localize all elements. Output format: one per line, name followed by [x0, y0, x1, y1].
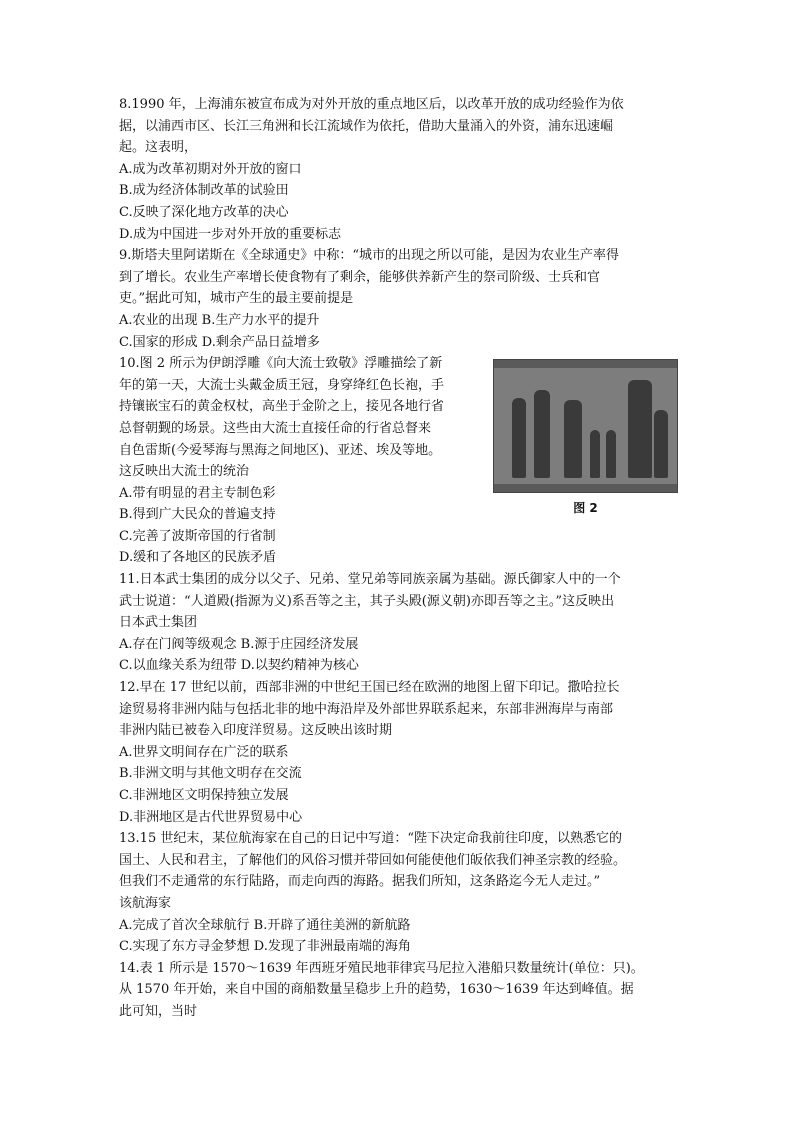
question-text: 到了增长。农业生产率增长使食物有了剩余，能够供养新产生的祭司阶级、士兵和官: [119, 269, 601, 285]
option-b: B.得到广大民众的普遍支持: [119, 507, 276, 523]
question-text: 9.斯塔夫里阿诺斯在《全球通史》中称：“城市的出现之所以可能，是因为农业生产率得: [119, 248, 620, 264]
option-c: C.反映了深化地方改革的决心: [119, 204, 289, 220]
question-text: 14.表 1 所示是 1570～1639 年西班牙殖民地菲律宾马尼拉入港船只数量统计(单位：只)。: [119, 960, 644, 976]
option-a: A.世界文明间存在广泛的联系: [119, 744, 289, 760]
question-text: 这反映出大流士的统治: [119, 464, 250, 480]
option-d: D.缓和了各地区的民族矛盾: [119, 550, 277, 566]
option-ab: A.完成了首次全球航行 B.开辟了通往美洲的新航路: [119, 917, 411, 933]
question-14: [119, 958, 679, 1023]
question-text: 吏。”据此可知，城市产生的最主要前提是: [119, 291, 354, 307]
question-text: 但我们不走通常的东行陆路，而走向西的海路。据我们所知，这条路迄今无人走过。”: [119, 874, 601, 890]
question-9: [119, 245, 679, 353]
question-text: 此可知，当时: [119, 1003, 198, 1019]
relief-image: [493, 359, 678, 493]
option-d: D.成为中国进一步对外开放的重要标志: [119, 226, 342, 242]
question-text: 持镶嵌宝石的黄金权杖，高坐于金阶之上，接见各地行省: [119, 399, 445, 415]
option-ab: A.存在门阀等级观念 B.源于庄园经济发展: [119, 636, 359, 652]
question-text: 11.日本武士集团的成分以父子、兄弟、堂兄弟等同族亲属为基础。源氏御家人中的一个: [119, 572, 621, 588]
question-text: 途贸易将非洲内陆与包括北非的地中海沿岸及外部世界联系起来，东部非洲海岸与南部: [119, 701, 614, 717]
question-12: [119, 677, 679, 828]
question-text: 起。这表明，: [119, 140, 198, 156]
question-text: 从 1570 年开始，来自中国的商船数量呈稳步上升的趋势，1630～1639 年达到峰值。据: [119, 982, 634, 998]
option-d: D.非洲地区是古代世界贸易中心: [119, 809, 303, 825]
question-8: [119, 94, 679, 245]
option-b: B.非洲文明与其他文明存在交流: [119, 766, 302, 782]
exam-page: [119, 94, 679, 1023]
question-text: 武士说道：“人道殿(指源为义)系吾等之主，其子头殿(源义朝)亦即吾等之主。”这反映出: [119, 593, 615, 609]
option-a: A.带有明显的君主专制色彩: [119, 485, 276, 501]
option-cd: C.国家的形成 D.剩余产品日益增多: [119, 334, 320, 350]
question-text: 国土、人民和君主，了解他们的风俗习惯并带回如何能使他们皈依我们神圣宗教的经验。: [119, 852, 627, 868]
question-11: [119, 569, 679, 677]
figure-2: [493, 359, 678, 516]
question-text: 8.1990 年，上海浦东被宣布成为对外开放的重点地区后，以改革开放的成功经验作为依: [119, 97, 624, 112]
question-text: 据，以浦西市区、长江三角洲和长江流域作为依托，借助大量涌入的外资，浦东迅速崛: [119, 118, 614, 134]
question-text: 10.图 2 所示为伊朗浮雕《向大流士致敬》浮雕描绘了新: [119, 356, 443, 372]
question-text: 该航海家: [119, 895, 172, 911]
question-13: [119, 828, 679, 958]
question-text: 12.早在 17 世纪以前，西部非洲的中世纪王国已经在欧洲的地图上留下印记。撒哈拉长: [119, 680, 620, 696]
question-text: 日本武士集团: [119, 615, 198, 631]
option-cd: C.以血缘关系为纽带 D.以契约精神为核心: [119, 658, 359, 674]
option-b: B.成为经济体制改革的试验田: [119, 183, 289, 199]
question-text: 13.15 世纪末，某位航海家在自己的日记中写道：“陛下决定命我前往印度，以熟悉它的: [119, 831, 622, 847]
question-text: 自色雷斯(今爱琴海与黑海之间地区)、亚述、埃及等地。: [119, 442, 442, 458]
figure-caption: 图 2: [573, 501, 598, 516]
question-text: 非洲内陆已被卷入印度洋贸易。这反映出该时期: [119, 723, 393, 739]
option-c: C.完善了波斯帝国的行省制: [119, 528, 276, 544]
question-10: [119, 353, 679, 569]
option-ab: A.农业的出现 B.生产力水平的提升: [119, 312, 320, 328]
option-cd: C.实现了东方寻金梦想 D.发现了非洲最南端的海角: [119, 939, 411, 955]
option-a: A.成为改革初期对外开放的窗口: [119, 161, 302, 177]
option-c: C.非洲地区文明保持独立发展: [119, 788, 289, 803]
question-text: 年的第一天，大流士头戴金质王冠，身穿绛红色长袍，手: [119, 377, 445, 393]
question-text: 总督朝觐的场景。这些由大流士直接任命的行省总督来: [119, 420, 432, 436]
